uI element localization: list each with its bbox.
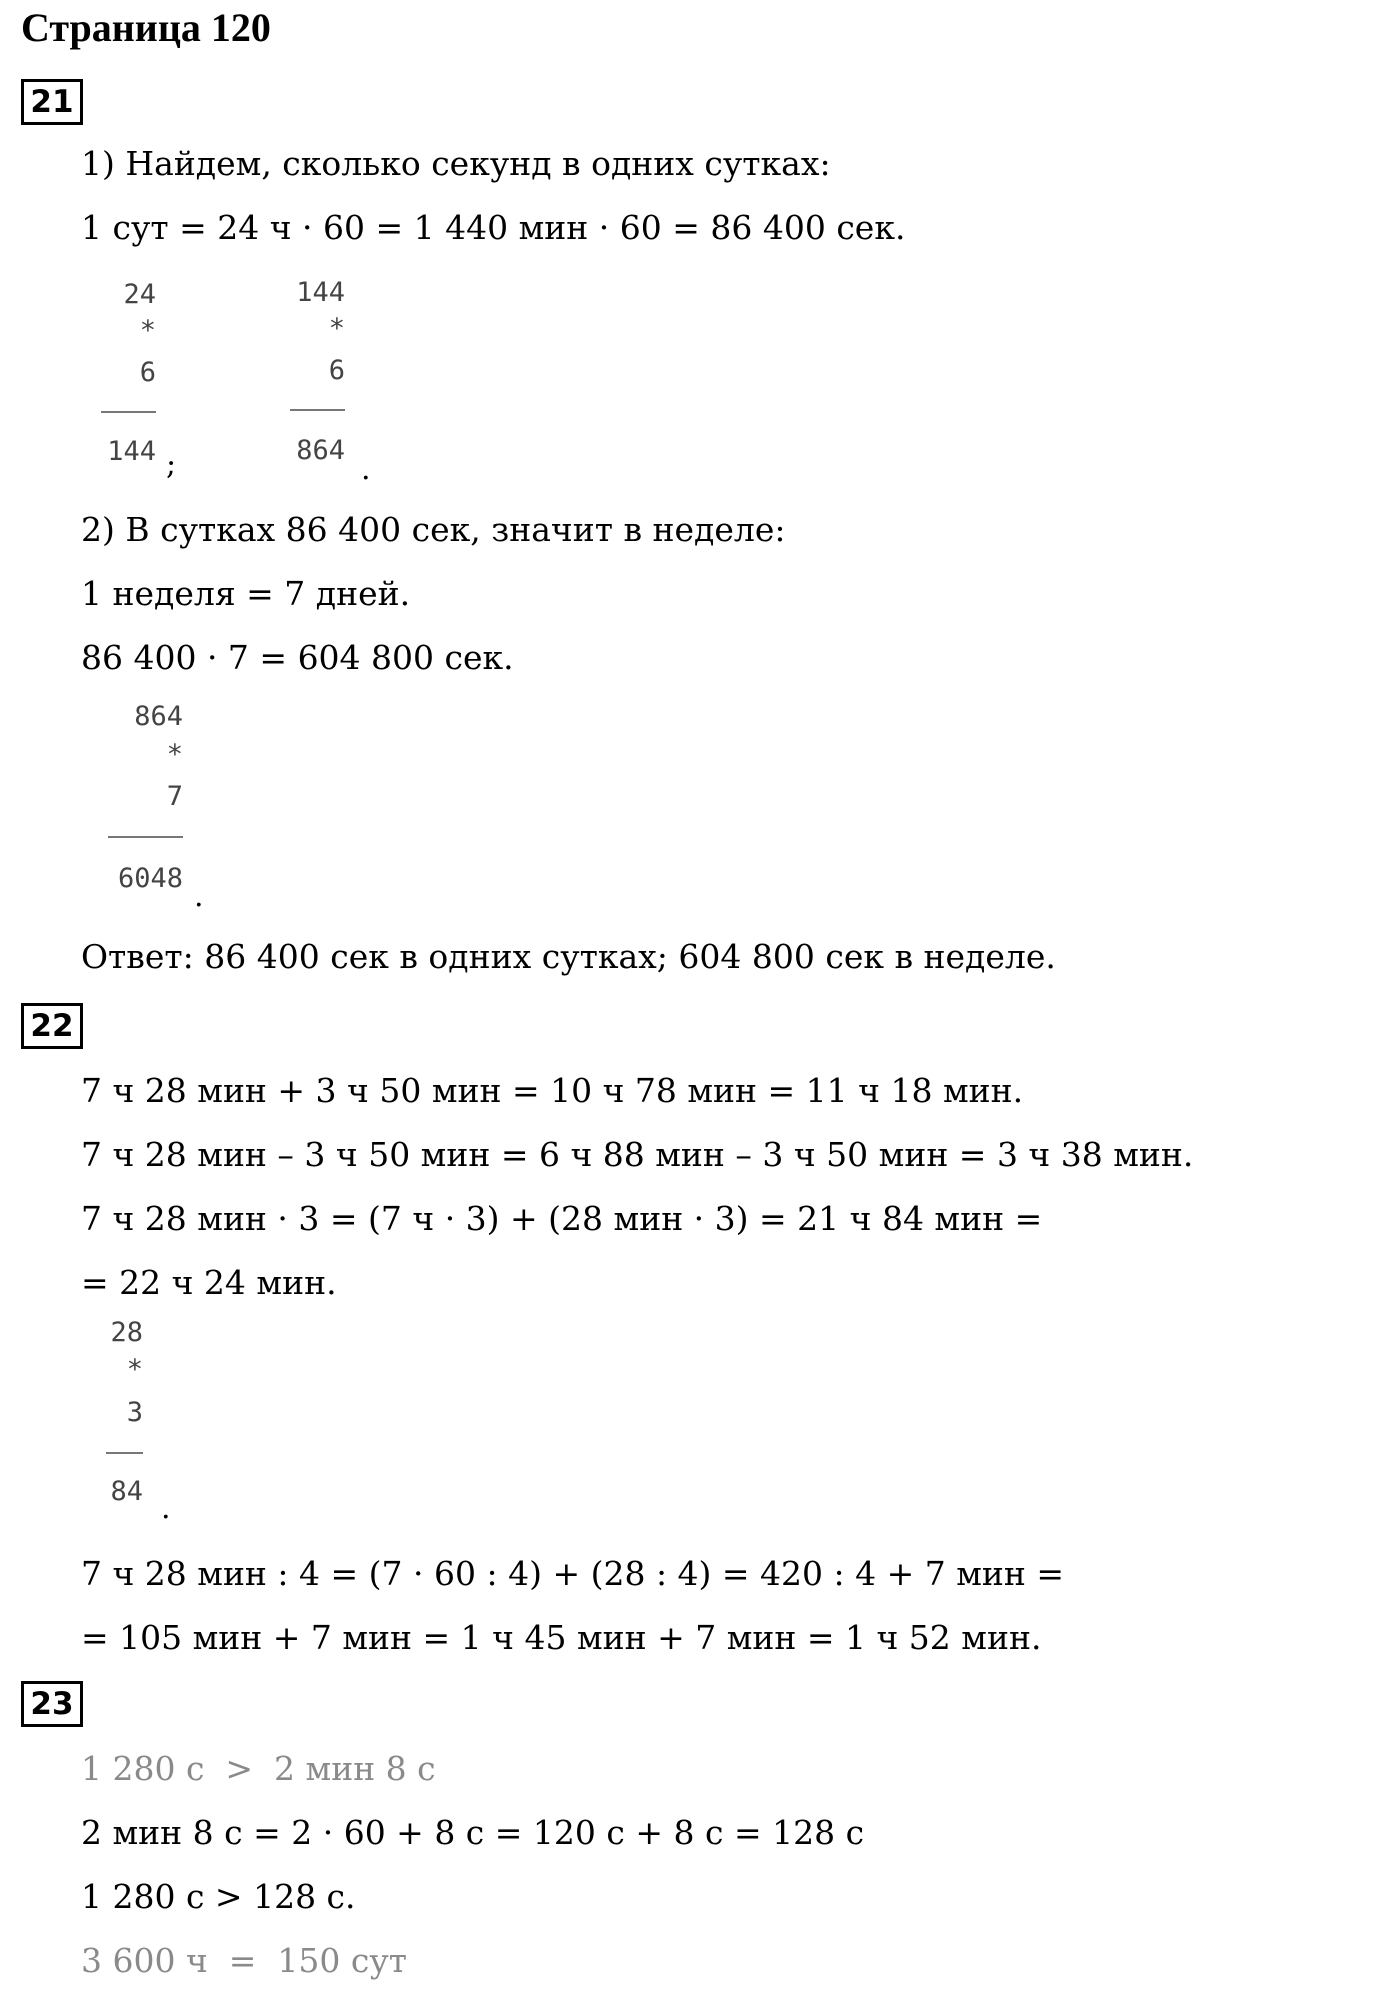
calc-multiplier: 6 (139, 357, 156, 388)
task-number-21: 21 (21, 79, 83, 125)
calc-top: 864 (134, 701, 183, 732)
calc-operator: * (126, 1354, 143, 1385)
calc-operator: * (166, 739, 183, 770)
task22-subtraction: 7 ч 28 мин – 3 ч 50 мин = 6 ч 88 мин – 3 ч 50 мин = 3 ч 38 мин. (81, 1135, 1194, 1174)
calc-punctuation: ; (166, 447, 177, 482)
calc-punctuation: . (194, 879, 204, 914)
task21-week-seconds: 86 400 · 7 = 604 800 сек. (81, 638, 514, 677)
calc-result: 144 (107, 436, 156, 467)
task21-week-days: 1 неделя = 7 дней. (81, 574, 411, 613)
calc-divider (101, 411, 156, 413)
task23-conclusion: 1 280 с > 128 с. (81, 1877, 356, 1916)
calc-top: 28 (110, 1317, 143, 1348)
calc-punctuation: . (361, 452, 371, 487)
calc-top: 24 (123, 279, 156, 310)
calc-divider (290, 409, 345, 411)
calc-multiplier: 7 (166, 781, 183, 812)
calc-multiplier: 3 (126, 1397, 143, 1428)
calc-operator: * (328, 313, 345, 344)
task21-day-seconds: 1 сут = 24 ч · 60 = 1 440 мин · 60 = 86 400 сек. (81, 208, 906, 247)
calc-result: 6048 (117, 863, 183, 894)
task-number-23: 23 (21, 1681, 83, 1727)
calc-top: 144 (296, 277, 345, 308)
task21-answer: Ответ: 86 400 сек в одних сутках; 604 800 сек в неделе. (81, 937, 1056, 976)
task21-step1: 1) Найдем, сколько секунд в одних сутках: (81, 144, 831, 183)
calc-result: 84 (110, 1476, 143, 1507)
task22-division-result: = 105 мин + 7 мин = 1 ч 45 мин + 7 мин = 1 ч 52 мин. (81, 1618, 1042, 1657)
calc-divider (106, 1452, 143, 1454)
task23-conversion: 2 мин 8 с = 2 · 60 + 8 с = 120 с + 8 с = 128 с (81, 1813, 865, 1852)
task22-addition: 7 ч 28 мин + 3 ч 50 мин = 10 ч 78 мин = 11 ч 18 мин. (81, 1071, 1024, 1110)
task22-multiplication-result: = 22 ч 24 мин. (81, 1263, 337, 1302)
task21-step2: 2) В сутках 86 400 сек, значит в неделе: (81, 510, 786, 549)
calc-punctuation: . (161, 1491, 171, 1526)
task22-multiplication: 7 ч 28 мин · 3 = (7 ч · 3) + (28 мин · 3) = 21 ч 84 мин = (81, 1199, 1043, 1238)
task23-comparison-2: 3 600 ч = 150 сут (81, 1941, 408, 1980)
task22-division: 7 ч 28 мин : 4 = (7 · 60 : 4) + (28 : 4) = 420 : 4 + 7 мин = (81, 1554, 1065, 1593)
calc-multiplier: 6 (328, 355, 345, 386)
calc-divider (108, 836, 183, 838)
calc-operator: * (139, 315, 156, 346)
page-title: Страница 120 (21, 5, 271, 50)
calc-result: 864 (296, 435, 345, 466)
task23-comparison-1: 1 280 с > 2 мин 8 с (81, 1749, 436, 1788)
task-number-22: 22 (21, 1003, 83, 1049)
